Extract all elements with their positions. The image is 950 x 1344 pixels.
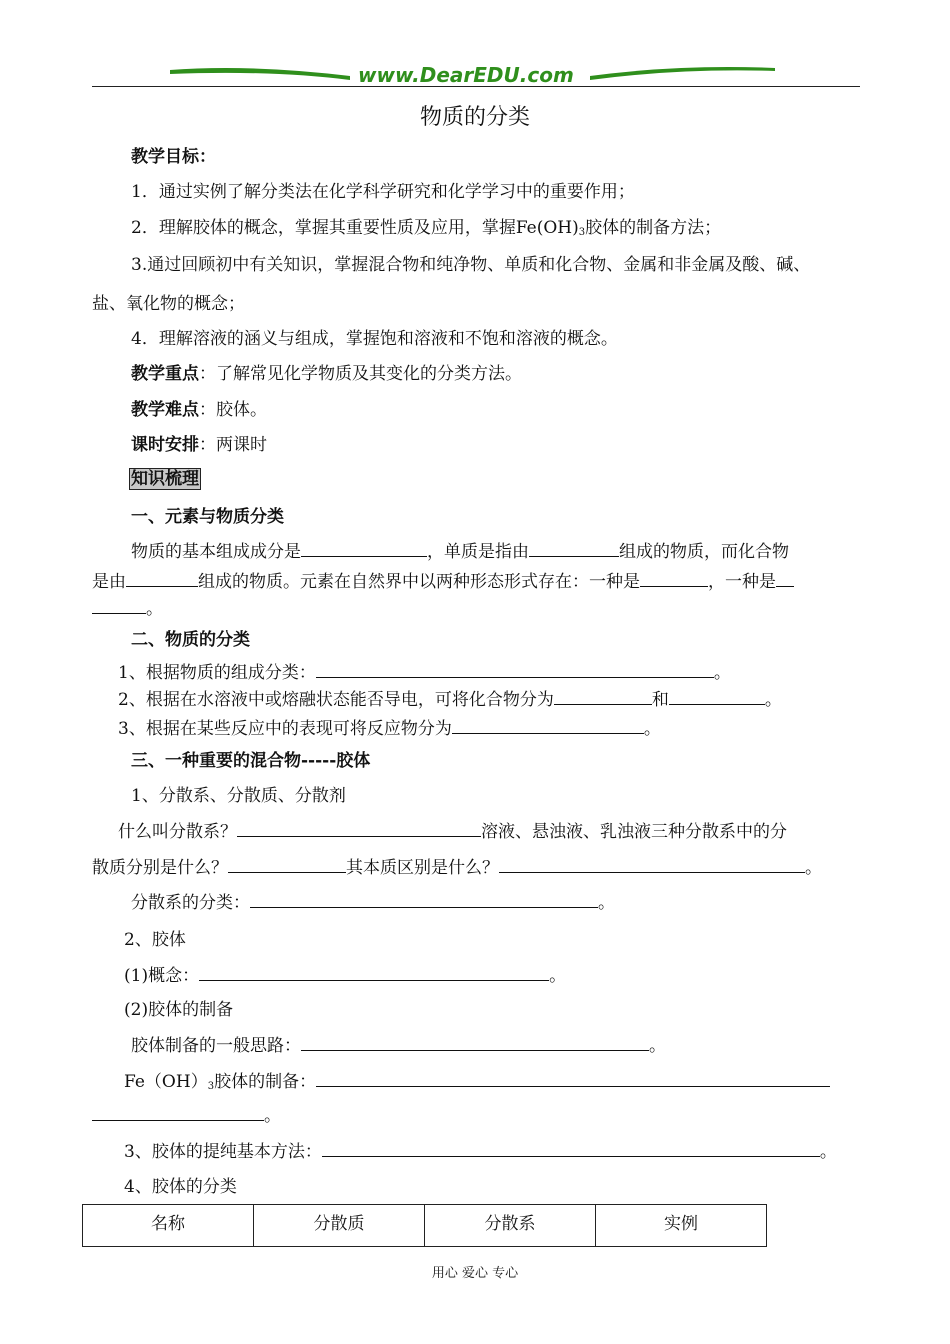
section2-item1: 1、根据物质的组成分类： 。: [118, 663, 731, 683]
blank: [452, 719, 644, 734]
objectives-heading: 教学目标：: [131, 147, 216, 167]
table-header-cell: 名称: [83, 1205, 254, 1247]
table-header-cell: 分散质: [254, 1205, 425, 1247]
site-logo: [160, 56, 790, 90]
objective-3: 3.通过回顾初中有关知识，掌握混合物和纯净物、单质和化合物、金属和非金属及酸、碱、: [131, 255, 811, 275]
key-point: 教学重点：了解常见化学物质及其变化的分类方法。: [131, 364, 522, 384]
table-header-row: [83, 1205, 767, 1247]
table-header-cell: 实例: [596, 1205, 767, 1247]
objective-4: 4．理解溶液的涵义与组成，掌握饱和溶液和不饱和溶液的概念。: [131, 329, 618, 349]
section1-heading: 一、元素与物质分类: [131, 507, 284, 527]
objective-1: 1．通过实例了解分类法在化学科学研究和化学学习中的重要作用；: [131, 182, 635, 202]
schedule: 课时安排：两课时: [131, 435, 267, 455]
feoh3-preparation-cont: 。: [92, 1101, 281, 1126]
blank: [301, 1036, 649, 1051]
page-footer: 用心 爱心 专心: [431, 1266, 519, 1281]
difficulty: 教学难点：胶体。: [131, 400, 267, 420]
blank: [499, 858, 805, 873]
blank: [669, 690, 765, 705]
blank: [316, 663, 714, 678]
section3-q2: 散质分别是什么？ 其本质区别是什么？ 。: [92, 858, 822, 878]
section3-sub2: 2、胶体: [124, 930, 186, 950]
section3-heading: 三、一种重要的混合物-----胶体: [131, 751, 371, 771]
blank: [237, 822, 481, 837]
logo-swoosh-left: [170, 68, 350, 80]
section1-line2: 是由 组成的物质。元素在自然界中以两种形态形式存在：一种是 ，一种是: [92, 567, 794, 592]
section3-q1: 什么叫分散系？ 溶液、悬浊液、乳浊液三种分散系中的分: [118, 822, 787, 842]
colloid-preparation: (2)胶体的制备: [124, 1000, 234, 1020]
colloid-general-idea: 胶体制备的一般思路： 。: [131, 1036, 666, 1056]
blank: [126, 572, 198, 587]
blank: [199, 966, 549, 981]
section1-line1: 物质的基本组成成分是 ，单质是指由 组成的物质，而化合物: [131, 542, 789, 562]
objective-3-cont: 盐、氧化物的概念；: [92, 294, 245, 314]
blank: [529, 542, 619, 557]
section3-sub4: 4、胶体的分类: [124, 1177, 237, 1197]
section2-item3: 3、根据在某些反应中的表现可将反应物分为 。: [118, 719, 661, 739]
logo-text: www.DearEDU.com: [358, 63, 574, 87]
section3-sub1: 1、分散系、分散质、分散剂: [131, 786, 346, 806]
blank: [250, 893, 598, 908]
logo-swoosh-right: [590, 67, 775, 80]
colloid-classification-table: [82, 1204, 767, 1247]
feoh3-preparation: $Fe(OH)_3$胶体的制备：: [124, 1067, 830, 1092]
blank: [92, 599, 146, 614]
blank: [776, 572, 794, 587]
section1-line3: 。: [92, 594, 163, 619]
blank: [554, 690, 652, 705]
section3-sub3: 3、胶体的提纯基本方法： 。: [124, 1142, 837, 1162]
section2-item2: 2、根据在水溶液中或熔融状态能否导电，可将化合物分为 和 。: [118, 690, 782, 710]
blank: [92, 1106, 264, 1121]
table-header-cell: 分散系: [425, 1205, 596, 1247]
page-title: 物质的分类: [419, 105, 530, 130]
objective-2: 2．理解胶体的概念，掌握其重要性质及应用，掌握$Fe(OH)_3$胶体的制备方法；: [131, 218, 722, 238]
colloid-concept: (1)概念： 。: [124, 966, 567, 986]
blank: [640, 572, 708, 587]
blank: [228, 858, 346, 873]
knowledge-box: 知识梳理: [131, 469, 199, 489]
blank: [322, 1142, 820, 1157]
section2-heading: 二、物质的分类: [131, 630, 250, 650]
header-rule: [92, 86, 860, 87]
blank: [301, 542, 427, 557]
section3-classification: 分散系的分类： 。: [131, 893, 615, 913]
blank: [316, 1072, 830, 1087]
